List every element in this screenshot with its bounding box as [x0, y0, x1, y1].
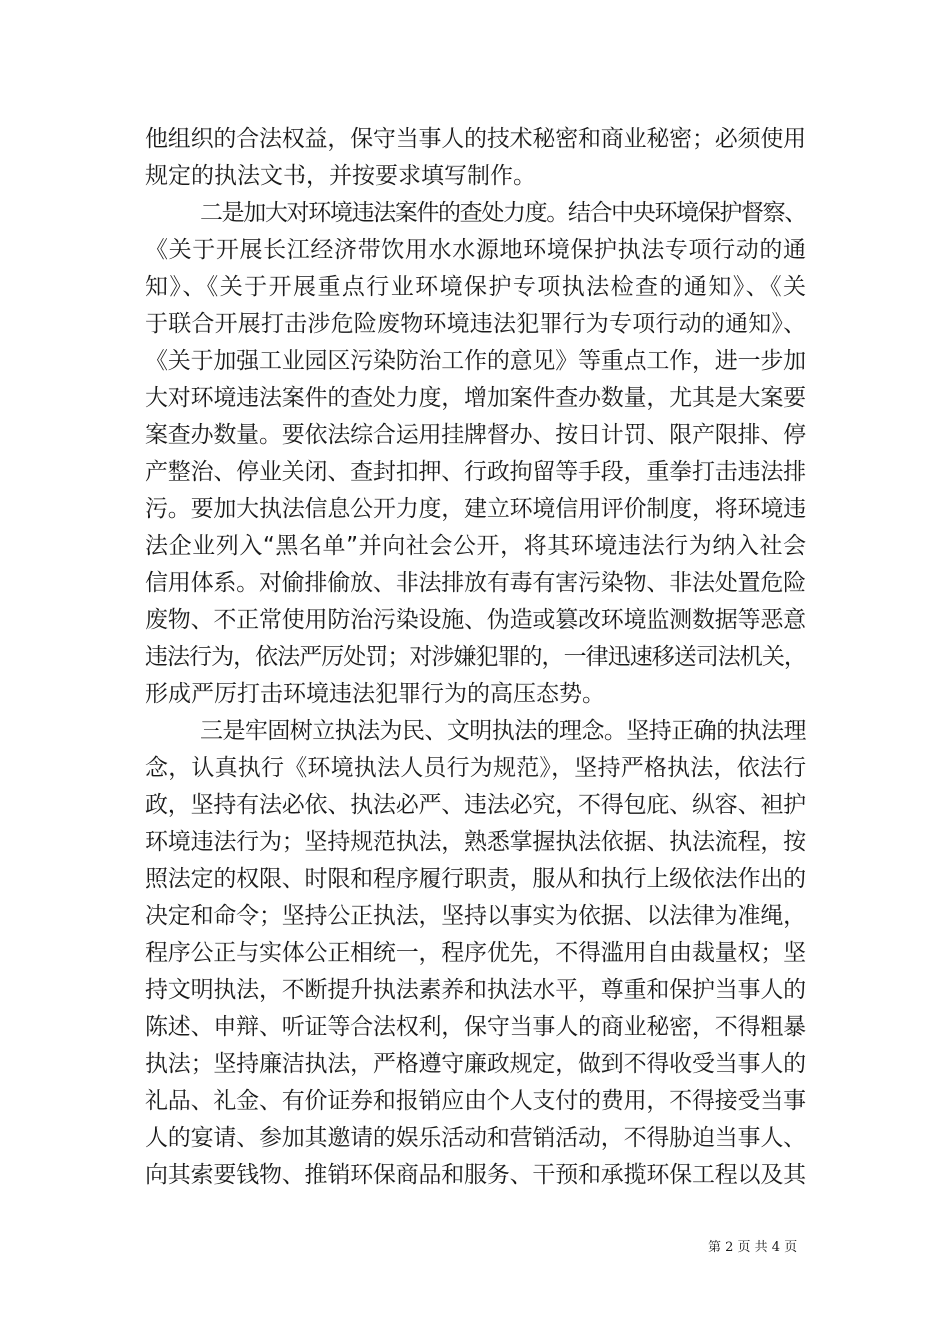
text-line: 念，认真执行《环境执法人员行为规范》，坚持严格执法，依法行	[145, 755, 807, 781]
text-line: 政，坚持有法必依、执法必严、违法必究，不得包庇、纵容、袒护	[145, 792, 806, 818]
text-line: 陈述、申辩、听证等合法权利，保守当事人的商业秘密，不得粗暴	[145, 1014, 806, 1040]
text-line: 法企业列入“黑名单”并向社会公开，将其环境违法行为纳入社会	[145, 533, 807, 559]
text-line: 于联合开展打击涉危险废物环境违法犯罪行为专项行动的通知》、	[145, 311, 807, 337]
text-line: 程序公正与实体公正相统一，程序优先，不得滥用自由裁量权；坚	[145, 940, 806, 966]
text-line: 废物、不正常使用防治污染设施、伪造或篡改环境监测数据等恶意	[145, 607, 806, 633]
text-line: 环境违法行为；坚持规范执法，熟悉掌握执法依据、执法流程，按	[145, 829, 806, 855]
text-line: 信用体系。对偷排偷放、非法排放有毒有害污染物、非法处置危险	[145, 570, 806, 596]
text-line: 决定和命令；坚持公正执法，坚持以事实为依据、以法律为准绳，	[145, 903, 806, 929]
text-line: 产整治、停业关闭、查封扣押、行政拘留等手段，重拳打击违法排	[145, 459, 806, 485]
text-line: 礼品、礼金、有价证券和报销应由个人支付的费用，不得接受当事	[145, 1088, 806, 1114]
text-line: 违法行为，依法严厉处罚；对涉嫌犯罪的，一律迅速移送司法机关，	[145, 644, 806, 670]
text-line: 大对环境违法案件的查处力度，增加案件查办数量，尤其是大案要	[145, 385, 806, 411]
text-line: 形成严厉打击环境违法犯罪行为的高压态势。	[145, 681, 605, 707]
paragraph-start-line: 三是牢固树立执法为民、文明执法的理念。坚持正确的执法理	[200, 718, 806, 744]
text-line: 《关于开展长江经济带饮用水水源地环境保护执法专项行动的通	[145, 237, 807, 263]
text-line: 人的宴请、参加其邀请的娱乐活动和营销活动，不得胁迫当事人、	[145, 1125, 806, 1151]
text-line: 照法定的权限、时限和程序履行职责，服从和执行上级依法作出的	[145, 866, 806, 892]
text-line: 《关于加强工业园区污染防治工作的意见》等重点工作，进一步加	[145, 348, 806, 374]
page-number-footer: 第 2 页 共 4 页	[708, 1240, 798, 1255]
text-line: 案查办数量。要依法综合运用挂牌督办、按日计罚、限产限排、停	[145, 422, 806, 448]
text-line: 污。要加大执法信息公开力度，建立环境信用评价制度，将环境违	[145, 496, 806, 522]
text-line: 执法；坚持廉洁执法，严格遵守廉政规定，做到不得收受当事人的	[145, 1051, 806, 1077]
text-line: 规定的执法文书，并按要求填写制作。	[145, 163, 536, 189]
paragraph-start-line: 二是加大对环境违法案件的查处力度。结合中央环境保护督察、	[200, 200, 806, 226]
text-line: 知》、《关于开展重点行业环境保护专项执法检查的通知》、《关	[145, 274, 808, 300]
text-line: 向其索要钱物、推销环保商品和服务、干预和承揽环保工程以及其	[145, 1162, 806, 1188]
text-line: 他组织的合法权益，保守当事人的技术秘密和商业秘密；必须使用	[145, 126, 806, 152]
text-line: 持文明执法，不断提升执法素养和执法水平，尊重和保护当事人的	[145, 977, 806, 1003]
